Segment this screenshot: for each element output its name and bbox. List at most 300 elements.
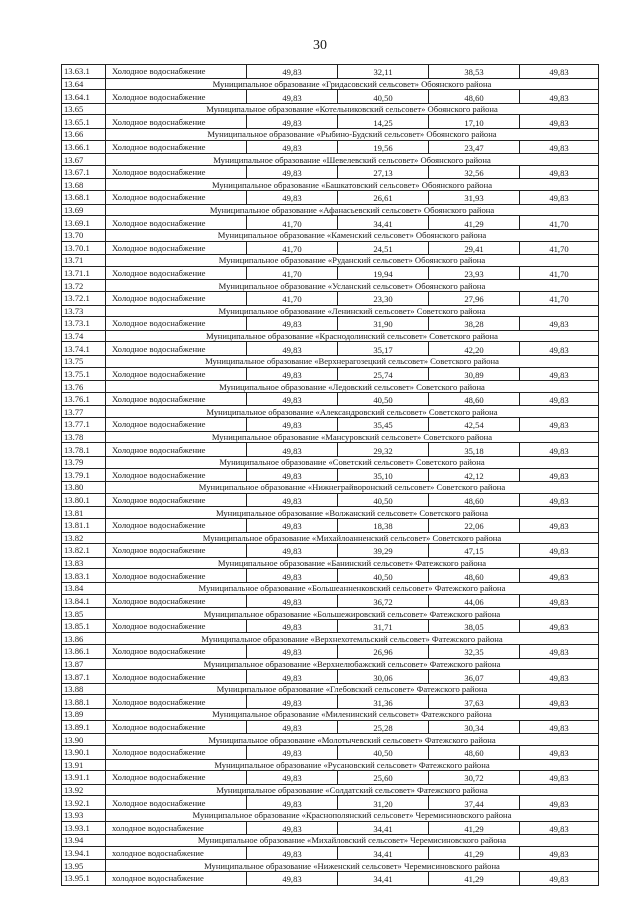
municipality-title: Муниципальное образование «Руданский сельсовет» Обоянского района: [106, 255, 599, 267]
municipality-row: [62, 154, 599, 166]
service-name: Холодное водоснабжение: [106, 90, 247, 104]
row-code: 13.85: [62, 608, 106, 620]
row-code: 13.83.1: [62, 569, 106, 583]
row-code: 13.78.1: [62, 443, 106, 457]
tariff-value: 36,07: [429, 670, 520, 684]
tariff-value: 49,83: [520, 342, 599, 356]
tariff-value: 41,70: [520, 216, 599, 230]
tariff-value: 26,96: [338, 645, 429, 659]
row-code: 13.72.1: [62, 291, 106, 305]
row-code: 13.71.1: [62, 266, 106, 280]
service-row: [62, 720, 599, 734]
tariff-value: 14,25: [338, 115, 429, 129]
service-name: Холодное водоснабжение: [106, 745, 247, 759]
tariff-value: 48,60: [429, 493, 520, 507]
row-code: 13.79: [62, 456, 106, 468]
tariff-value: 49,83: [247, 594, 338, 608]
service-name: Холодное водоснабжение: [106, 594, 247, 608]
service-row: [62, 594, 599, 608]
tariff-table-body: [62, 65, 599, 886]
tariff-value: 25,74: [338, 367, 429, 381]
tariff-value: 25,60: [338, 771, 429, 785]
tariff-value: 49,83: [520, 872, 599, 886]
tariff-value: 27,13: [338, 165, 429, 179]
municipality-row: [62, 129, 599, 141]
row-code: 13.77.1: [62, 418, 106, 432]
row-code: 13.70.1: [62, 241, 106, 255]
municipality-row: [62, 103, 599, 115]
municipality-row: [62, 431, 599, 443]
row-code: 13.85.1: [62, 619, 106, 633]
tariff-value: 49,83: [520, 720, 599, 734]
tariff-value: 49,83: [520, 544, 599, 558]
municipality-title: Муниципальное образование «Каменский сельсовет» Обоянского района: [106, 229, 599, 241]
municipality-row: [62, 734, 599, 746]
row-code: 13.63.1: [62, 65, 106, 79]
municipality-title: Муниципальное образование «Верхнерагозецкий сельсовет» Советского района: [106, 356, 599, 368]
tariff-value: 49,83: [520, 670, 599, 684]
service-name: Холодное водоснабжение: [106, 418, 247, 432]
tariff-value: 40,50: [338, 90, 429, 104]
tariff-value: 31,71: [338, 619, 429, 633]
tariff-value: 25,28: [338, 720, 429, 734]
municipality-title: Муниципальное образование «Шевелевский сельсовет» Обоянского района: [106, 154, 599, 166]
row-code: 13.69.1: [62, 216, 106, 230]
tariff-value: 49,83: [520, 392, 599, 406]
row-code: 13.87.1: [62, 670, 106, 684]
service-row: [62, 544, 599, 558]
row-code: 13.77: [62, 406, 106, 418]
service-row: [62, 392, 599, 406]
tariff-value: 32,11: [338, 65, 429, 79]
tariff-value: 48,60: [429, 745, 520, 759]
tariff-value: 30,34: [429, 720, 520, 734]
tariff-value: 40,50: [338, 493, 429, 507]
row-code: 13.79.1: [62, 468, 106, 482]
municipality-title: Муниципальное образование «Александровский сельсовет» Советского района: [106, 406, 599, 418]
tariff-value: 49,83: [247, 872, 338, 886]
service-row: [62, 140, 599, 154]
tariff-value: 37,44: [429, 796, 520, 810]
tariff-value: 41,70: [247, 291, 338, 305]
row-code: 13.76: [62, 381, 106, 393]
service-row: [62, 418, 599, 432]
service-row: [62, 216, 599, 230]
row-code: 13.91: [62, 759, 106, 771]
row-code: 13.94.1: [62, 846, 106, 860]
service-name: холодное водоснабжение: [106, 846, 247, 860]
tariff-value: 49,83: [247, 670, 338, 684]
tariff-value: 49,83: [520, 468, 599, 482]
municipality-row: [62, 784, 599, 796]
tariff-value: 49,83: [247, 695, 338, 709]
tariff-value: 49,83: [520, 846, 599, 860]
tariff-value: 40,50: [338, 569, 429, 583]
tariff-value: 41,29: [429, 846, 520, 860]
service-name: Холодное водоснабжение: [106, 720, 247, 734]
tariff-value: 35,45: [338, 418, 429, 432]
tariff-value: 34,41: [338, 872, 429, 886]
municipality-row: [62, 356, 599, 368]
tariff-value: 40,50: [338, 392, 429, 406]
tariff-value: 29,32: [338, 443, 429, 457]
row-code: 13.82.1: [62, 544, 106, 558]
tariff-value: 19,56: [338, 140, 429, 154]
row-code: 13.92: [62, 784, 106, 796]
service-row: [62, 493, 599, 507]
municipality-title: Муниципальное образование «Краснополянский сельсовет» Черемисиновского района: [106, 809, 599, 821]
tariff-value: 41,70: [247, 266, 338, 280]
tariff-value: 34,41: [338, 821, 429, 835]
tariff-value: 41,70: [247, 216, 338, 230]
service-row: [62, 342, 599, 356]
service-name: Холодное водоснабжение: [106, 367, 247, 381]
municipality-title: Муниципальное образование «Нижнеграйворонский сельсовет» Советского района: [106, 482, 599, 494]
municipality-row: [62, 507, 599, 519]
tariff-value: 49,83: [520, 518, 599, 532]
tariff-value: 49,83: [247, 846, 338, 860]
tariff-value: 35,18: [429, 443, 520, 457]
tariff-value: 49,83: [247, 367, 338, 381]
municipality-row: [62, 633, 599, 645]
tariff-value: 29,41: [429, 241, 520, 255]
service-row: [62, 771, 599, 785]
row-code: 13.75.1: [62, 367, 106, 381]
tariff-value: 23,30: [338, 291, 429, 305]
service-row: [62, 191, 599, 205]
tariff-value: 41,70: [520, 241, 599, 255]
row-code: 13.67.1: [62, 165, 106, 179]
tariff-value: 49,83: [247, 468, 338, 482]
tariff-value: 19,94: [338, 266, 429, 280]
row-code: 13.73: [62, 305, 106, 317]
municipality-title: Муниципальное образование «Усланский сельсовет» Обоянского района: [106, 280, 599, 292]
municipality-title: Муниципальное образование «Краснодолинский сельсовет» Советского района: [106, 330, 599, 342]
tariff-value: 39,29: [338, 544, 429, 558]
tariff-value: 49,83: [520, 115, 599, 129]
municipality-title: Муниципальное образование «Русановский сельсовет» Фатежского района: [106, 759, 599, 771]
tariff-value: 18,38: [338, 518, 429, 532]
tariff-value: 49,83: [247, 392, 338, 406]
service-row: [62, 695, 599, 709]
row-code: 13.64: [62, 78, 106, 90]
tariff-value: 49,83: [247, 90, 338, 104]
row-code: 13.93.1: [62, 821, 106, 835]
row-code: 13.84.1: [62, 594, 106, 608]
row-code: 13.92.1: [62, 796, 106, 810]
tariff-value: 49,83: [520, 317, 599, 331]
row-code: 13.95: [62, 860, 106, 872]
tariff-value: 40,50: [338, 745, 429, 759]
service-row: [62, 65, 599, 79]
service-name: Холодное водоснабжение: [106, 468, 247, 482]
service-row: [62, 796, 599, 810]
row-code: 13.81: [62, 507, 106, 519]
municipality-title: Муниципальное образование «Верхнехотемльский сельсовет» Фатежского района: [106, 633, 599, 645]
page-number: 30: [313, 38, 327, 53]
tariff-value: 41,29: [429, 216, 520, 230]
row-code: 13.89: [62, 709, 106, 721]
tariff-value: 49,83: [247, 544, 338, 558]
tariff-value: 41,29: [429, 872, 520, 886]
tariff-value: 49,83: [520, 191, 599, 205]
municipality-title: Муниципальное образование «Советский сельсовет» Советского района: [106, 456, 599, 468]
municipality-title: Муниципальное образование «Котельниковский сельсовет» Обоянского района: [106, 103, 599, 115]
municipality-title: Муниципальное образование «Ниженский сельсовет» Черемисиновского района: [106, 860, 599, 872]
tariff-value: 30,06: [338, 670, 429, 684]
tariff-value: 49,83: [247, 443, 338, 457]
municipality-row: [62, 482, 599, 494]
row-code: 13.74.1: [62, 342, 106, 356]
service-name: Холодное водоснабжение: [106, 241, 247, 255]
service-name: Холодное водоснабжение: [106, 443, 247, 457]
tariff-value: 49,83: [520, 594, 599, 608]
service-name: Холодное водоснабжение: [106, 796, 247, 810]
row-code: 13.84: [62, 582, 106, 594]
service-row: [62, 115, 599, 129]
tariff-value: 23,93: [429, 266, 520, 280]
service-name: Холодное водоснабжение: [106, 695, 247, 709]
service-name: Холодное водоснабжение: [106, 115, 247, 129]
service-row: [62, 670, 599, 684]
municipality-row: [62, 204, 599, 216]
service-name: Холодное водоснабжение: [106, 493, 247, 507]
row-code: 13.86.1: [62, 645, 106, 659]
municipality-title: Муниципальное образование «Михайлоанненский сельсовет» Советского района: [106, 532, 599, 544]
tariff-value: 49,83: [247, 569, 338, 583]
municipality-row: [62, 835, 599, 847]
tariff-value: 49,83: [520, 493, 599, 507]
row-code: 13.65.1: [62, 115, 106, 129]
municipality-row: [62, 78, 599, 90]
service-name: Холодное водоснабжение: [106, 569, 247, 583]
tariff-value: 37,63: [429, 695, 520, 709]
tariff-value: 34,41: [338, 216, 429, 230]
service-name: Холодное водоснабжение: [106, 291, 247, 305]
service-name: Холодное водоснабжение: [106, 342, 247, 356]
row-code: 13.86: [62, 633, 106, 645]
municipality-title: Муниципальное образование «Солдатский сельсовет» Фатежского района: [106, 784, 599, 796]
tariff-value: 35,10: [338, 468, 429, 482]
row-code: 13.90: [62, 734, 106, 746]
tariff-value: 31,93: [429, 191, 520, 205]
municipality-title: Муниципальное образование «Банинский сельсовет» Фатежского района: [106, 557, 599, 569]
tariff-value: 49,83: [247, 165, 338, 179]
row-code: 13.76.1: [62, 392, 106, 406]
tariff-value: 31,90: [338, 317, 429, 331]
service-row: [62, 468, 599, 482]
row-code: 13.69: [62, 204, 106, 216]
tariff-value: 49,83: [247, 115, 338, 129]
tariff-value: 49,83: [247, 796, 338, 810]
municipality-row: [62, 582, 599, 594]
tariff-value: 42,12: [429, 468, 520, 482]
tariff-value: 49,83: [247, 720, 338, 734]
service-row: [62, 645, 599, 659]
row-code: 13.88.1: [62, 695, 106, 709]
municipality-row: [62, 557, 599, 569]
service-name: Холодное водоснабжение: [106, 191, 247, 205]
tariff-value: 41,70: [520, 291, 599, 305]
tariff-value: 49,83: [520, 140, 599, 154]
municipality-title: Муниципальное образование «Гридасовский сельсовет» Обоянского района: [106, 78, 599, 90]
service-name: Холодное водоснабжение: [106, 140, 247, 154]
service-row: [62, 317, 599, 331]
municipality-row: [62, 255, 599, 267]
row-code: 13.78: [62, 431, 106, 443]
service-name: Холодное водоснабжение: [106, 619, 247, 633]
municipality-title: Муниципальное образование «Большеанненковский сельсовет» Фатежского района: [106, 582, 599, 594]
service-row: [62, 619, 599, 633]
tariff-value: 49,83: [520, 645, 599, 659]
tariff-value: 24,51: [338, 241, 429, 255]
municipality-title: Муниципальное образование «Миленинский сельсовет» Фатежского района: [106, 709, 599, 721]
tariff-value: 49,83: [247, 65, 338, 79]
municipality-row: [62, 683, 599, 695]
municipality-row: [62, 809, 599, 821]
tariff-value: 36,72: [338, 594, 429, 608]
tariff-value: 48,60: [429, 569, 520, 583]
municipality-row: [62, 608, 599, 620]
row-code: 13.66.1: [62, 140, 106, 154]
tariff-value: 35,17: [338, 342, 429, 356]
service-row: [62, 872, 599, 886]
municipality-row: [62, 456, 599, 468]
tariff-value: 49,83: [520, 745, 599, 759]
tariff-value: 48,60: [429, 392, 520, 406]
municipality-title: Муниципальное образование «Молотычевский сельсовет» Фатежского района: [106, 734, 599, 746]
row-code: 13.64.1: [62, 90, 106, 104]
municipality-title: Муниципальное образование «Ледовский сельсовет» Советского района: [106, 381, 599, 393]
tariff-table: [61, 64, 599, 886]
service-name: Холодное водоснабжение: [106, 670, 247, 684]
service-row: [62, 846, 599, 860]
municipality-title: Муниципальное образование «Рыбино-Будский сельсовет» Обоянского района: [106, 129, 599, 141]
tariff-value: 30,72: [429, 771, 520, 785]
service-name: Холодное водоснабжение: [106, 518, 247, 532]
service-row: [62, 241, 599, 255]
municipality-row: [62, 759, 599, 771]
municipality-row: [62, 305, 599, 317]
tariff-value: 49,83: [247, 140, 338, 154]
tariff-value: 31,36: [338, 695, 429, 709]
service-row: [62, 165, 599, 179]
service-name: Холодное водоснабжение: [106, 165, 247, 179]
row-code: 13.72: [62, 280, 106, 292]
tariff-value: 17,10: [429, 115, 520, 129]
service-name: Холодное водоснабжение: [106, 771, 247, 785]
tariff-value: 49,83: [520, 418, 599, 432]
tariff-value: 47,15: [429, 544, 520, 558]
row-code: 13.91.1: [62, 771, 106, 785]
municipality-row: [62, 381, 599, 393]
municipality-title: Муниципальное образование «Михайловский сельсовет» Черемисиновского района: [106, 835, 599, 847]
tariff-value: 32,56: [429, 165, 520, 179]
tariff-value: 31,20: [338, 796, 429, 810]
service-row: [62, 518, 599, 532]
tariff-value: 38,05: [429, 619, 520, 633]
service-row: [62, 291, 599, 305]
tariff-value: 49,83: [247, 619, 338, 633]
tariff-value: 38,53: [429, 65, 520, 79]
service-row: [62, 821, 599, 835]
tariff-value: 49,83: [247, 191, 338, 205]
service-row: [62, 745, 599, 759]
tariff-value: 32,35: [429, 645, 520, 659]
row-code: 13.67: [62, 154, 106, 166]
row-code: 13.80: [62, 482, 106, 494]
row-code: 13.83: [62, 557, 106, 569]
tariff-value: 22,06: [429, 518, 520, 532]
service-row: [62, 266, 599, 280]
tariff-value: 49,83: [247, 518, 338, 532]
municipality-row: [62, 330, 599, 342]
tariff-value: 49,83: [520, 695, 599, 709]
row-code: 13.87: [62, 658, 106, 670]
service-row: [62, 367, 599, 381]
row-code: 13.68: [62, 179, 106, 191]
row-code: 13.70: [62, 229, 106, 241]
municipality-title: Муниципальное образование «Мансуровский сельсовет» Советского района: [106, 431, 599, 443]
row-code: 13.94: [62, 835, 106, 847]
municipality-title: Муниципальное образование «Верхнелюбажский сельсовет» Фатежского района: [106, 658, 599, 670]
tariff-value: 49,83: [247, 493, 338, 507]
tariff-value: 49,83: [520, 821, 599, 835]
tariff-value: 49,83: [247, 771, 338, 785]
tariff-value: 44,06: [429, 594, 520, 608]
row-code: 13.74: [62, 330, 106, 342]
tariff-value: 49,83: [520, 771, 599, 785]
service-name: Холодное водоснабжение: [106, 544, 247, 558]
tariff-value: 49,83: [247, 317, 338, 331]
municipality-title: Муниципальное образование «Большежировский сельсовет» Фатежского района: [106, 608, 599, 620]
service-row: [62, 443, 599, 457]
municipality-title: Муниципальное образование «Афанасьевский сельсовет» Обоянского района: [106, 204, 599, 216]
tariff-value: 27,96: [429, 291, 520, 305]
service-row: [62, 90, 599, 104]
tariff-value: 48,60: [429, 90, 520, 104]
tariff-value: 49,83: [247, 342, 338, 356]
service-name: Холодное водоснабжение: [106, 65, 247, 79]
row-code: 13.68.1: [62, 191, 106, 205]
tariff-value: 49,83: [520, 569, 599, 583]
row-code: 13.66: [62, 129, 106, 141]
municipality-row: [62, 406, 599, 418]
tariff-value: 49,83: [520, 367, 599, 381]
municipality-row: [62, 709, 599, 721]
tariff-value: 49,83: [247, 745, 338, 759]
tariff-value: 30,89: [429, 367, 520, 381]
municipality-row: [62, 658, 599, 670]
tariff-value: 23,47: [429, 140, 520, 154]
service-name: Холодное водоснабжение: [106, 317, 247, 331]
municipality-title: Муниципальное образование «Башкатовский сельсовет» Обоянского района: [106, 179, 599, 191]
row-code: 13.89.1: [62, 720, 106, 734]
row-code: 13.95.1: [62, 872, 106, 886]
row-code: 13.82: [62, 532, 106, 544]
tariff-value: 49,83: [247, 418, 338, 432]
tariff-value: 49,83: [520, 443, 599, 457]
row-code: 13.65: [62, 103, 106, 115]
service-name: холодное водоснабжение: [106, 872, 247, 886]
municipality-row: [62, 860, 599, 872]
tariff-value: 49,83: [247, 821, 338, 835]
municipality-title: Муниципальное образование «Ленинский сельсовет» Советского района: [106, 305, 599, 317]
tariff-value: 49,83: [520, 619, 599, 633]
tariff-value: 49,83: [520, 65, 599, 79]
municipality-title: Муниципальное образование «Волжанский сельсовет» Советского района: [106, 507, 599, 519]
service-name: Холодное водоснабжение: [106, 216, 247, 230]
